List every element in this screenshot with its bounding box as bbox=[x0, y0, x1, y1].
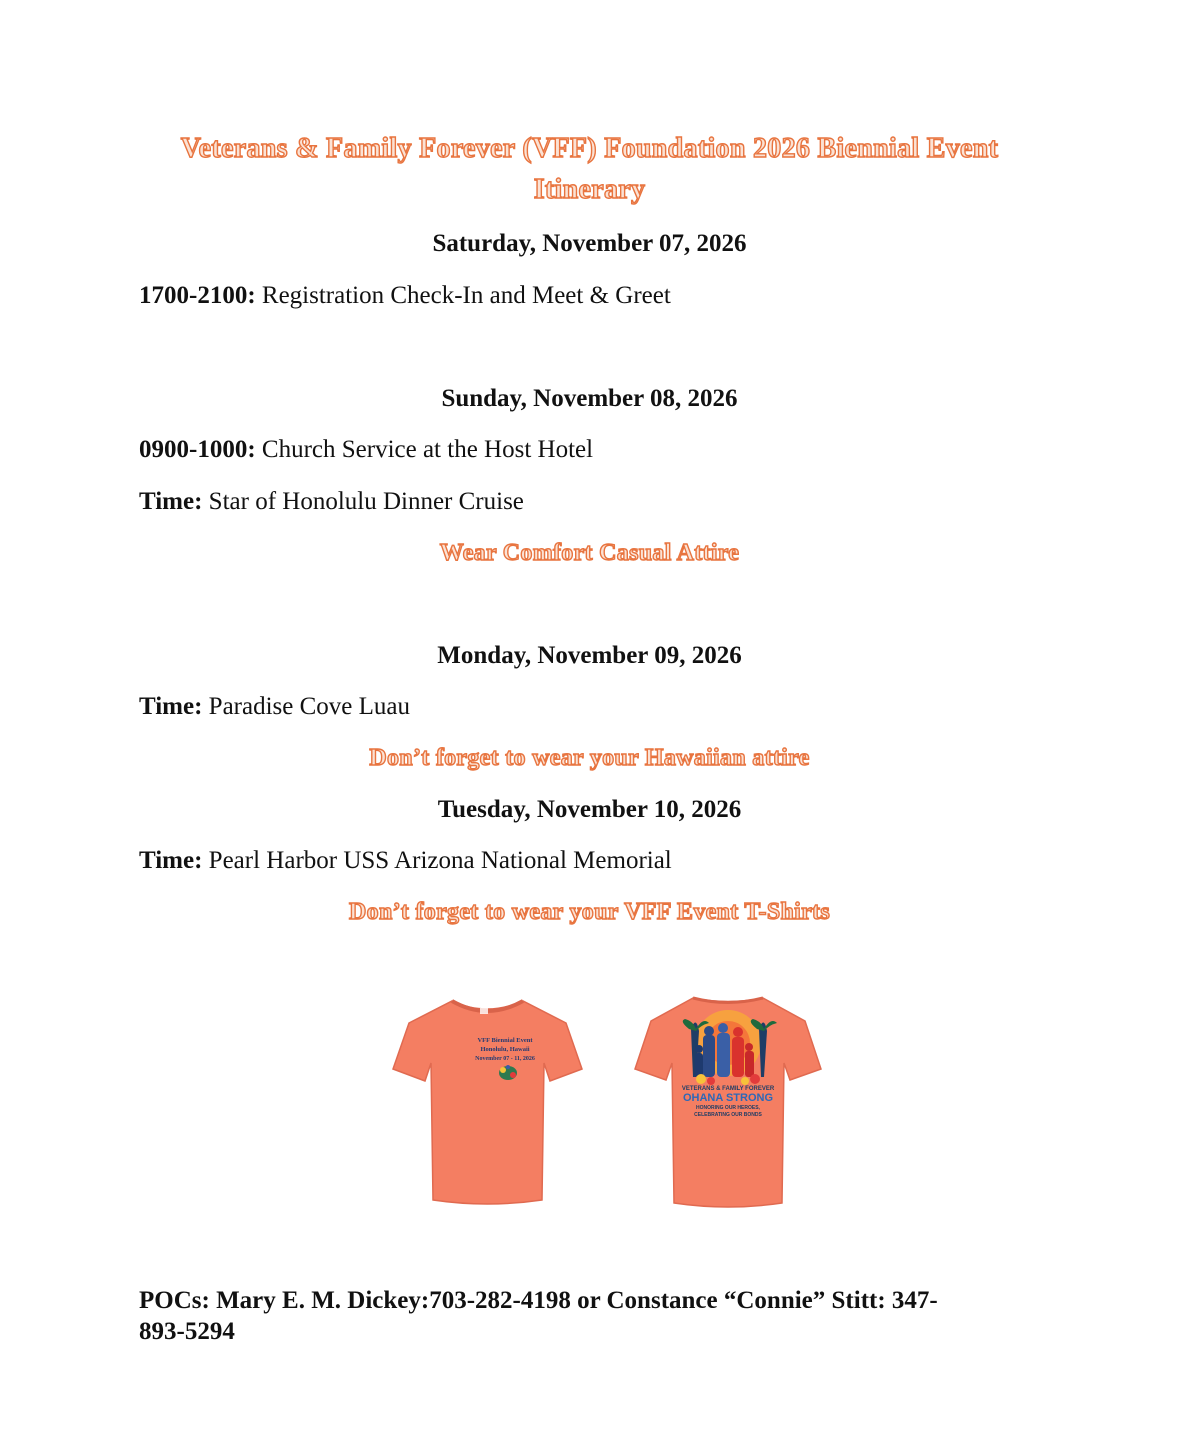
schedule-description: Star of Honolulu Dinner Cruise bbox=[208, 488, 524, 515]
schedule-time-label: 1700-2100: bbox=[139, 282, 256, 309]
schedule-item bbox=[139, 846, 672, 876]
schedule-item bbox=[139, 487, 524, 517]
attire-note-monday: Don’t forget to wear your Hawaiian attire bbox=[369, 745, 810, 771]
schedule-time-label: Time: bbox=[139, 693, 203, 720]
back-print-line-1: VETERANS & FAMILY FOREVER bbox=[681, 1086, 775, 1092]
day-heading-monday: Monday, November 09, 2026 bbox=[437, 642, 742, 669]
schedule-description: Paradise Cove Luau bbox=[208, 693, 411, 720]
attire-note-sunday: Wear Comfort Casual Attire bbox=[439, 540, 740, 566]
front-chest-line-2: Honolulu, Hawaii bbox=[480, 1046, 530, 1053]
schedule-time-label: Time: bbox=[139, 488, 203, 515]
day-heading-sunday: Sunday, November 08, 2026 bbox=[441, 385, 738, 412]
front-chest-line-1: VFF Biennial Event bbox=[477, 1037, 533, 1044]
poc-contacts bbox=[139, 1285, 1039, 1347]
tshirt-back-image bbox=[633, 993, 823, 1213]
day-heading-saturday: Saturday, November 07, 2026 bbox=[432, 230, 747, 257]
schedule-time-label: Time: bbox=[139, 847, 203, 874]
page-title bbox=[0, 128, 1179, 210]
back-print-line-4: CELEBRATING OUR BONDS bbox=[694, 1112, 762, 1118]
schedule-item bbox=[139, 281, 671, 311]
schedule-description: Pearl Harbor USS Arizona National Memorial bbox=[208, 847, 672, 874]
title-line-2: Itinerary bbox=[533, 174, 646, 205]
schedule-time-label: 0900-1000: bbox=[139, 436, 256, 463]
poc-line-2: 893-5294 bbox=[139, 1318, 235, 1345]
back-print-line-2: OHANA STRONG bbox=[682, 1092, 774, 1104]
title-line-1: Veterans & Family Forever (VFF) Foundation 2026 Biennial Event bbox=[180, 133, 999, 164]
back-print-line-3: HONORING OUR HEROES, bbox=[696, 1105, 760, 1111]
day-heading-tuesday: Tuesday, November 10, 2026 bbox=[437, 796, 742, 823]
schedule-item bbox=[139, 692, 410, 722]
schedule-description: Registration Check-In and Meet & Greet bbox=[261, 282, 671, 309]
poc-line-1: POCs: Mary E. M. Dickey:703-282-4198 or Constance “Connie” Stitt: 347- bbox=[139, 1287, 938, 1314]
front-chest-line-3: November 07 - 11, 2026 bbox=[475, 1056, 535, 1062]
schedule-description: Church Service at the Host Hotel bbox=[261, 436, 594, 463]
schedule-item bbox=[139, 435, 593, 465]
attire-note-tuesday: Don’t forget to wear your VFF Event T-Shirts bbox=[349, 899, 830, 925]
tshirt-front-image bbox=[390, 995, 585, 1210]
